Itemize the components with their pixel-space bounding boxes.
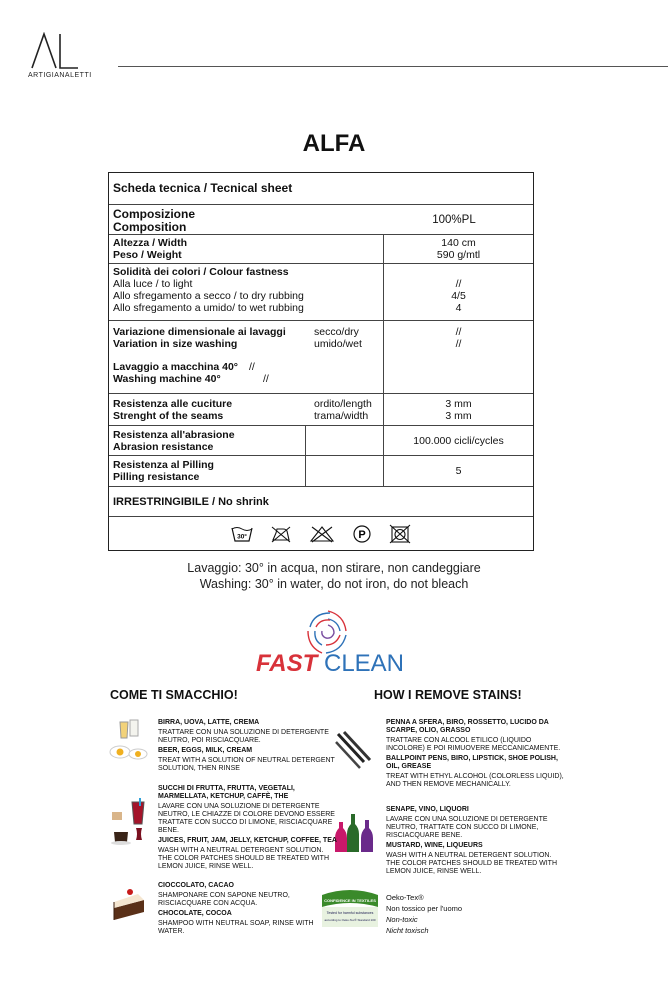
composition-value: 100%PL bbox=[432, 214, 476, 226]
abrasion-value: 100.000 cicli/cycles bbox=[413, 435, 504, 447]
abrasion-label-en: Abrasion resistance bbox=[113, 441, 214, 453]
height-label: Altezza / Width bbox=[113, 237, 187, 249]
stain-text-en: TREAT WITH ETHYL ALCOHOL (COLORLESS LIQUID), AND THEN REMOVE MECHANICALLY. bbox=[386, 773, 564, 788]
fastness-row bbox=[109, 263, 533, 320]
weight-label: Peso / Weight bbox=[113, 249, 182, 261]
fast-word: FAST bbox=[255, 650, 318, 677]
composition-label-it: Composizione bbox=[113, 207, 196, 221]
fastness-light-value: // bbox=[455, 278, 462, 290]
fastness-wet-label: Allo sfregamento a umido/ to wet rubbing bbox=[113, 302, 304, 314]
stain-title-it: BIRRA, UOVA, LATTE, CREMA bbox=[158, 719, 260, 726]
oeko-tex-it: Non tossico per l'uomo bbox=[386, 904, 463, 913]
sheet-heading: Scheda tecnica / Tecnical sheet bbox=[113, 181, 293, 195]
variation-label-it: Variazione dimensionale ai lavaggi bbox=[113, 326, 286, 338]
stain-text-it: LAVARE CON UNA SOLUZIONE DI DETERGENTE NEUTRO, LE CHIAZZE DI COLORE DEVONO ESSERE TRATTATE CON SUCCO DI LIMONE, RISCIACQUARE BENE. bbox=[158, 803, 335, 834]
stains-heading-it: COME TI SMACCHIO! bbox=[110, 688, 238, 702]
machine-wash-label-it: Lavaggio a macchina 40° bbox=[113, 361, 239, 373]
composition-label-en: Composition bbox=[113, 220, 187, 234]
stain-item-pens bbox=[386, 719, 566, 791]
stain-item-wine bbox=[386, 806, 566, 878]
dry-clean-letter: P bbox=[358, 528, 366, 541]
wash-temp-label: 30° bbox=[237, 533, 247, 540]
header-divider bbox=[118, 66, 668, 67]
seams-weft-value: 3 mm bbox=[445, 410, 472, 422]
stain-text-it: TRATTARE CON ALCOOL ETILICO (LIQUIDO INCOLORE) E POI RIMUOVERE MECCANICAMENTE. bbox=[386, 737, 561, 752]
sheet-heading-row bbox=[109, 173, 533, 204]
wine-bottles-icon bbox=[333, 808, 377, 854]
stain-title-it: CIOCCOLATO, CACAO bbox=[158, 882, 234, 889]
variation-label-en: Variation in size washing bbox=[113, 338, 238, 350]
seams-warp-label: ordito/length bbox=[314, 398, 372, 410]
stain-text-it: SHAMPONARE CON SAPONE NEUTRO, RISCIACQUARE CON ACQUA. bbox=[158, 892, 290, 907]
oeko-tex-text bbox=[386, 893, 566, 937]
fastness-dry-label: Allo sfregamento a secco / to dry rubbing bbox=[113, 290, 304, 302]
product-title: ALFA bbox=[302, 130, 366, 157]
no-iron-icon bbox=[270, 525, 292, 543]
oeko-tex-en: Non-toxic bbox=[386, 915, 418, 924]
seams-label-en: Strenght of the seams bbox=[113, 410, 224, 422]
fastness-label: Solidità dei colori / Colour fastness bbox=[113, 266, 289, 278]
no-bleach-icon bbox=[309, 525, 335, 543]
dry-clean-p-icon bbox=[352, 524, 372, 544]
no-tumble-dry-icon bbox=[389, 524, 411, 544]
pilling-value: 5 bbox=[455, 465, 462, 477]
beer-eggs-milk-icon bbox=[108, 718, 152, 766]
technical-sheet-table bbox=[108, 172, 534, 551]
pilling-row bbox=[109, 455, 533, 486]
clean-word: CLEAN bbox=[323, 650, 405, 677]
abrasion-row bbox=[109, 425, 533, 455]
stain-item-beer bbox=[158, 719, 338, 775]
machine-wash-label-en: Washing machine 40° bbox=[113, 373, 221, 385]
shrink-row bbox=[109, 486, 533, 516]
pens-icon bbox=[334, 728, 374, 772]
height-value: 140 cm bbox=[441, 237, 476, 249]
fastness-dry-value: 4/5 bbox=[451, 290, 466, 302]
stain-title-en: BALLPOINT PENS, BIRO, LIPSTICK, SHOE POLISH, OIL, GREASE bbox=[386, 755, 558, 770]
variation-dry-label: secco/dry bbox=[314, 326, 359, 338]
fastness-wet-value: 4 bbox=[455, 302, 462, 314]
svg-text:Tested for harmful substances: Tested for harmful substances bbox=[326, 911, 374, 915]
stain-title-it: SENAPE, VINO, LIQUORI bbox=[386, 806, 469, 813]
variation-wet-label: umido/wet bbox=[314, 338, 362, 350]
stain-title-en: MUSTARD, WINE, LIQUEURS bbox=[386, 842, 483, 849]
oeko-tex-badge bbox=[318, 887, 382, 931]
svg-text:according to Oeko-Tex® Standar: according to Oeko-Tex® Standard 100 bbox=[324, 918, 376, 922]
stain-text-it: LAVARE CON UNA SOLUZIONE DI DETERGENTE NEUTRO, TRATTATE CON SUCCO DI LIMONE, RISCIACQUARE BENE. bbox=[386, 816, 548, 839]
machine-wash-value-2: // bbox=[263, 373, 269, 385]
seams-weft-label: trama/width bbox=[314, 410, 369, 422]
care-text-en: Washing: 30° in water, do not iron, do not bleach bbox=[199, 577, 469, 591]
wash-30-icon bbox=[231, 525, 253, 543]
brand-logo bbox=[30, 32, 80, 70]
stain-text-en: WASH WITH A NEUTRAL DETERGENT SOLUTION. THE COLOR PATCHES SHOULD BE TREATED WITH LEMON JUICE, RINSE WELL. bbox=[386, 852, 558, 875]
care-text-it: Lavaggio: 30° in acqua, non stirare, non candeggiare bbox=[187, 561, 481, 575]
stain-text-it: TRATTARE CON UNA SOLUZIONE DI DETERGENTE NEUTRO, POI RISCIACQUARE. bbox=[158, 729, 329, 744]
stain-title-it: SUCCHI DI FRUTTA, FRUTTA, VEGETALI, MARMELLATA, KETCHUP, CAFFÈ, THE bbox=[158, 785, 295, 800]
abrasion-label-it: Resistenza all'abrasione bbox=[113, 429, 235, 441]
fast-clean-logo bbox=[240, 650, 420, 678]
juice-coffee-icon bbox=[108, 798, 154, 846]
stain-title-en: CHOCOLATE, COCOA bbox=[158, 910, 232, 917]
stain-text-en: SHAMPOO WITH NEUTRAL SOAP, RINSE WITH WATER. bbox=[158, 920, 314, 935]
chocolate-cake-icon bbox=[108, 880, 150, 924]
stain-title-en: BEER, EGGS, MILK, CREAM bbox=[158, 747, 253, 754]
variation-row bbox=[109, 320, 533, 393]
seams-row bbox=[109, 393, 533, 425]
care-symbols-row bbox=[109, 516, 533, 550]
machine-wash-value-1: // bbox=[249, 361, 255, 373]
weight-value: 590 g/mtl bbox=[436, 249, 481, 261]
size-row bbox=[109, 234, 533, 263]
stain-text-en: WASH WITH A NEUTRAL DETERGENT SOLUTION. THE COLOR PATCHES SHOULD BE TREATED WITH LEMON JUICE, RINSE WELL. bbox=[158, 847, 330, 870]
shrink-label: IRRESTRINGIBILE / No shrink bbox=[113, 496, 269, 508]
stain-item-chocolate bbox=[158, 882, 338, 938]
stain-item-juice bbox=[158, 785, 338, 873]
fastness-light-label: Alla luce / to light bbox=[113, 278, 193, 290]
pilling-label-it: Resistenza al Pilling bbox=[113, 459, 214, 471]
stain-text-en: TREAT WITH A SOLUTION OF NEUTRAL DETERGENT SOLUTION, THEN RINSE bbox=[158, 757, 335, 772]
svg-text:CONFIDENCE IN TEXTILES: CONFIDENCE IN TEXTILES bbox=[324, 898, 376, 903]
composition-row bbox=[109, 204, 533, 234]
stains-heading-en: HOW I REMOVE STAINS! bbox=[374, 688, 522, 702]
seams-label-it: Resistenza alle cuciture bbox=[113, 398, 233, 410]
oeko-tex-name: Oeko-Tex® bbox=[386, 893, 424, 902]
variation-dry-value: // bbox=[455, 326, 462, 338]
stain-title-en: JUICES, FRUIT, JAM, JELLY, KETCHUP, COFFEE, TEA bbox=[158, 837, 337, 844]
brand-name: ARTIGIANALETTI bbox=[28, 72, 92, 79]
stain-title-it: PENNA A SFERA, BIRO, ROSSETTO, LUCIDO DA SCARPE, OLIO, GRASSO bbox=[386, 719, 549, 734]
pilling-label-en: Pilling resistance bbox=[113, 471, 200, 483]
seams-warp-value: 3 mm bbox=[445, 398, 472, 410]
variation-wet-value: // bbox=[455, 338, 462, 350]
oeko-tex-de: Nicht toxisch bbox=[386, 926, 429, 935]
